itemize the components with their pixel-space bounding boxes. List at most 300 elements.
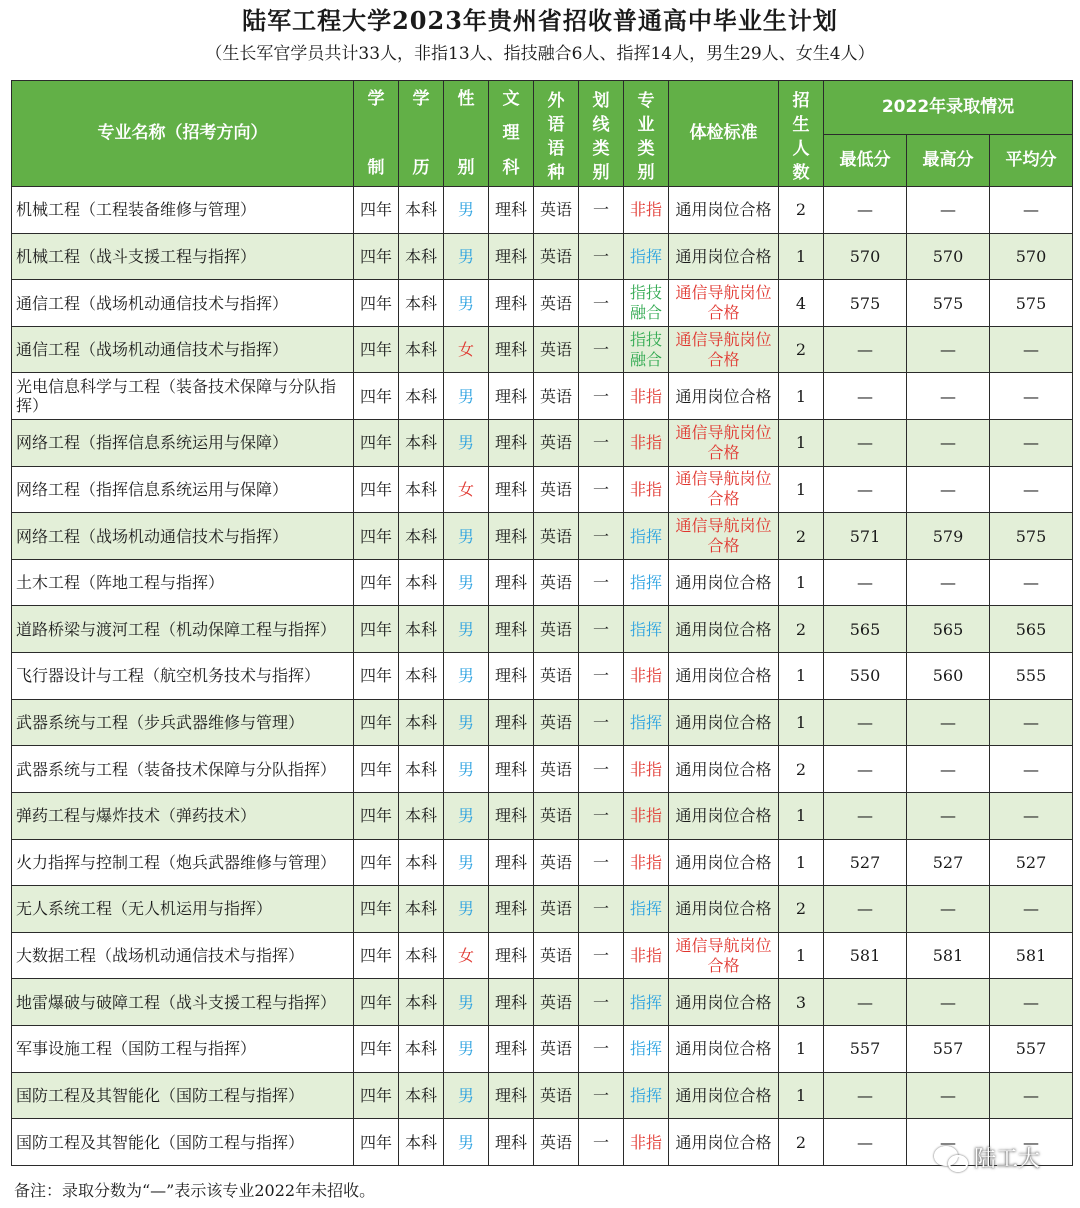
line-category-cell: 一: [579, 792, 624, 839]
duration-cell: 四年: [354, 746, 399, 793]
line-category-cell: 一: [579, 513, 624, 560]
subject-cell: 理科: [489, 187, 534, 234]
max-score-cell: —: [907, 746, 990, 793]
line-category-cell: 一: [579, 746, 624, 793]
health-standard-cell: 通用岗位合格: [669, 373, 779, 420]
language-cell: 英语: [534, 559, 579, 606]
degree-cell: 本科: [399, 1025, 444, 1072]
language-cell: 英语: [534, 326, 579, 373]
duration-cell: 四年: [354, 1072, 399, 1119]
min-score-cell: —: [824, 466, 907, 513]
duration-cell: 四年: [354, 513, 399, 560]
subject-cell: 理科: [489, 792, 534, 839]
line-category-cell: 一: [579, 466, 624, 513]
max-score-cell: 570: [907, 233, 990, 280]
health-standard-cell: 通用岗位合格: [669, 1072, 779, 1119]
major-type-cell: 指挥: [624, 886, 669, 933]
health-standard-cell: 通用岗位合格: [669, 233, 779, 280]
gender-cell: 男: [444, 1119, 489, 1166]
table-row: [12, 653, 1073, 700]
gender-cell: 男: [444, 233, 489, 280]
max-score-cell: —: [907, 792, 990, 839]
avg-score-cell: 565: [990, 606, 1073, 653]
language-cell: 英语: [534, 373, 579, 420]
major-type-cell: 指挥: [624, 1025, 669, 1072]
major-name-cell: 通信工程（战场机动通信技术与指挥）: [12, 280, 354, 327]
degree-cell: 本科: [399, 466, 444, 513]
table-row: [12, 513, 1073, 560]
avg-score-cell: —: [990, 1072, 1073, 1119]
header-xuezhi: 学 制: [354, 81, 399, 187]
duration-cell: 四年: [354, 187, 399, 234]
subject-cell: 理科: [489, 559, 534, 606]
health-standard-cell: 通用岗位合格: [669, 792, 779, 839]
min-score-cell: —: [824, 746, 907, 793]
max-score-cell: —: [907, 373, 990, 420]
line-category-cell: 一: [579, 233, 624, 280]
table-row: [12, 792, 1073, 839]
watermark-text: 陆工大: [973, 1147, 1040, 1172]
gender-cell: 男: [444, 746, 489, 793]
table-row: [12, 1025, 1073, 1072]
major-type-cell: 非指: [624, 746, 669, 793]
enrollment-count-cell: 1: [779, 1025, 824, 1072]
avg-score-cell: 581: [990, 932, 1073, 979]
subject-cell: 理科: [489, 1072, 534, 1119]
line-category-cell: 一: [579, 373, 624, 420]
subject-cell: 理科: [489, 839, 534, 886]
health-standard-cell: 通信导航岗位合格: [669, 932, 779, 979]
avg-score-cell: 570: [990, 233, 1073, 280]
subject-cell: 理科: [489, 1119, 534, 1166]
min-score-cell: —: [824, 792, 907, 839]
max-score-cell: 579: [907, 513, 990, 560]
min-score-cell: —: [824, 559, 907, 606]
enrollment-count-cell: 1: [779, 653, 824, 700]
health-standard-cell: 通信导航岗位合格: [669, 326, 779, 373]
language-cell: 英语: [534, 839, 579, 886]
degree-cell: 本科: [399, 187, 444, 234]
avg-score-cell: 557: [990, 1025, 1073, 1072]
enrollment-count-cell: 1: [779, 559, 824, 606]
degree-cell: 本科: [399, 280, 444, 327]
major-name-cell: 武器系统与工程（装备技术保障与分队指挥）: [12, 746, 354, 793]
min-score-cell: 571: [824, 513, 907, 560]
max-score-cell: —: [907, 699, 990, 746]
duration-cell: 四年: [354, 1025, 399, 1072]
enrollment-count-cell: 1: [779, 373, 824, 420]
major-type-cell: 指挥: [624, 979, 669, 1026]
major-name-cell: 国防工程及其智能化（国防工程与指挥）: [12, 1072, 354, 1119]
major-name-cell: 地雷爆破与破障工程（战斗支援工程与指挥）: [12, 979, 354, 1026]
min-score-cell: 575: [824, 280, 907, 327]
table-row: [12, 373, 1073, 420]
gender-cell: 男: [444, 1025, 489, 1072]
major-type-cell: 非指: [624, 466, 669, 513]
max-score-cell: —: [907, 979, 990, 1026]
language-cell: 英语: [534, 280, 579, 327]
major-type-cell: 指挥: [624, 606, 669, 653]
header-tijian: 体检标准: [669, 81, 779, 187]
min-score-cell: —: [824, 187, 907, 234]
health-standard-cell: 通信导航岗位合格: [669, 466, 779, 513]
header-luqu: 2022年录取情况: [824, 81, 1073, 135]
min-score-cell: —: [824, 979, 907, 1026]
max-score-cell: —: [907, 1072, 990, 1119]
line-category-cell: 一: [579, 932, 624, 979]
health-standard-cell: 通用岗位合格: [669, 1119, 779, 1166]
degree-cell: 本科: [399, 886, 444, 933]
gender-cell: 男: [444, 513, 489, 560]
subject-cell: 理科: [489, 653, 534, 700]
avg-score-cell: —: [990, 466, 1073, 513]
duration-cell: 四年: [354, 559, 399, 606]
gender-cell: 男: [444, 792, 489, 839]
major-type-cell: 非指: [624, 373, 669, 420]
duration-cell: 四年: [354, 932, 399, 979]
avg-score-cell: —: [990, 559, 1073, 606]
major-name-cell: 无人系统工程（无人机运用与指挥）: [12, 886, 354, 933]
min-score-cell: 550: [824, 653, 907, 700]
enrollment-count-cell: 2: [779, 1119, 824, 1166]
max-score-cell: 575: [907, 280, 990, 327]
major-type-cell: 指挥: [624, 559, 669, 606]
subject-cell: 理科: [489, 280, 534, 327]
line-category-cell: 一: [579, 886, 624, 933]
header-huaxian: 划 线 类 别: [579, 81, 624, 187]
major-type-cell: 非指: [624, 839, 669, 886]
degree-cell: 本科: [399, 1119, 444, 1166]
major-type-cell: 非指: [624, 1119, 669, 1166]
line-category-cell: 一: [579, 187, 624, 234]
duration-cell: 四年: [354, 979, 399, 1026]
avg-score-cell: —: [990, 373, 1073, 420]
header-max-score: 最高分: [907, 135, 990, 187]
min-score-cell: 557: [824, 1025, 907, 1072]
max-score-cell: 560: [907, 653, 990, 700]
major-name-cell: 火力指挥与控制工程（炮兵武器维修与管理）: [12, 839, 354, 886]
subject-cell: 理科: [489, 233, 534, 280]
language-cell: 英语: [534, 420, 579, 467]
major-type-cell: 指挥: [624, 699, 669, 746]
min-score-cell: —: [824, 420, 907, 467]
avg-score-cell: —: [990, 979, 1073, 1026]
enrollment-count-cell: 2: [779, 326, 824, 373]
subject-cell: 理科: [489, 326, 534, 373]
major-name-cell: 光电信息科学与工程（装备技术保障与分队指挥）: [12, 373, 354, 420]
header-xueli: 学 历: [399, 81, 444, 187]
major-name-cell: 飞行器设计与工程（航空机务技术与指挥）: [12, 653, 354, 700]
degree-cell: 本科: [399, 373, 444, 420]
line-category-cell: 一: [579, 699, 624, 746]
subject-cell: 理科: [489, 513, 534, 560]
health-standard-cell: 通信导航岗位合格: [669, 513, 779, 560]
gender-cell: 男: [444, 280, 489, 327]
line-category-cell: 一: [579, 653, 624, 700]
health-standard-cell: 通用岗位合格: [669, 559, 779, 606]
gender-cell: 男: [444, 559, 489, 606]
enrollment-count-cell: 1: [779, 466, 824, 513]
line-category-cell: 一: [579, 1119, 624, 1166]
header-min-score: 最低分: [824, 135, 907, 187]
language-cell: 英语: [534, 932, 579, 979]
table-row: [12, 420, 1073, 467]
min-score-cell: 565: [824, 606, 907, 653]
enrollment-count-cell: 2: [779, 886, 824, 933]
degree-cell: 本科: [399, 653, 444, 700]
enrollment-count-cell: 1: [779, 420, 824, 467]
gender-cell: 男: [444, 979, 489, 1026]
subject-cell: 理科: [489, 1025, 534, 1072]
degree-cell: 本科: [399, 979, 444, 1026]
enrollment-count-cell: 4: [779, 280, 824, 327]
min-score-cell: —: [824, 699, 907, 746]
line-category-cell: 一: [579, 1072, 624, 1119]
health-standard-cell: 通信导航岗位合格: [669, 420, 779, 467]
enrollment-count-cell: 3: [779, 979, 824, 1026]
subject-cell: 理科: [489, 699, 534, 746]
major-type-cell: 指挥: [624, 513, 669, 560]
max-score-cell: —: [907, 1119, 990, 1166]
min-score-cell: 527: [824, 839, 907, 886]
max-score-cell: —: [907, 187, 990, 234]
major-type-cell: 指挥: [624, 233, 669, 280]
duration-cell: 四年: [354, 1119, 399, 1166]
max-score-cell: 527: [907, 839, 990, 886]
avg-score-cell: —: [990, 746, 1073, 793]
degree-cell: 本科: [399, 559, 444, 606]
duration-cell: 四年: [354, 280, 399, 327]
avg-score-cell: —: [990, 699, 1073, 746]
table-row: [12, 466, 1073, 513]
table-row: [12, 932, 1073, 979]
degree-cell: 本科: [399, 326, 444, 373]
max-score-cell: —: [907, 326, 990, 373]
gender-cell: 男: [444, 886, 489, 933]
table-row: [12, 1119, 1073, 1166]
enrollment-count-cell: 1: [779, 839, 824, 886]
subject-cell: 理科: [489, 746, 534, 793]
duration-cell: 四年: [354, 233, 399, 280]
avg-score-cell: —: [990, 1119, 1073, 1166]
max-score-cell: —: [907, 886, 990, 933]
enrollment-count-cell: 2: [779, 746, 824, 793]
gender-cell: 女: [444, 326, 489, 373]
major-name-cell: 军事设施工程（国防工程与指挥）: [12, 1025, 354, 1072]
major-name-cell: 弹药工程与爆炸技术（弹药技术）: [12, 792, 354, 839]
major-type-cell: 指技融合: [624, 280, 669, 327]
major-type-cell: 非指: [624, 420, 669, 467]
table-row: [12, 559, 1073, 606]
language-cell: 英语: [534, 606, 579, 653]
language-cell: 英语: [534, 466, 579, 513]
major-name-cell: 大数据工程（战场机动通信技术与指挥）: [12, 932, 354, 979]
language-cell: 英语: [534, 1025, 579, 1072]
line-category-cell: 一: [579, 280, 624, 327]
header-avg-score: 平均分: [990, 135, 1073, 187]
degree-cell: 本科: [399, 1072, 444, 1119]
language-cell: 英语: [534, 1119, 579, 1166]
table-row: [12, 886, 1073, 933]
major-name-cell: 武器系统与工程（步兵武器维修与管理）: [12, 699, 354, 746]
max-score-cell: —: [907, 420, 990, 467]
enrollment-count-cell: 1: [779, 1072, 824, 1119]
duration-cell: 四年: [354, 699, 399, 746]
language-cell: 英语: [534, 746, 579, 793]
line-category-cell: 一: [579, 606, 624, 653]
duration-cell: 四年: [354, 839, 399, 886]
gender-cell: 女: [444, 932, 489, 979]
gender-cell: 女: [444, 466, 489, 513]
subject-cell: 理科: [489, 373, 534, 420]
subject-cell: 理科: [489, 886, 534, 933]
major-name-cell: 机械工程（战斗支援工程与指挥）: [12, 233, 354, 280]
degree-cell: 本科: [399, 932, 444, 979]
header-xingbie: 性 别: [444, 81, 489, 187]
enrollment-count-cell: 2: [779, 187, 824, 234]
major-type-cell: 非指: [624, 792, 669, 839]
duration-cell: 四年: [354, 420, 399, 467]
health-standard-cell: 通用岗位合格: [669, 187, 779, 234]
language-cell: 英语: [534, 513, 579, 560]
duration-cell: 四年: [354, 792, 399, 839]
major-name-cell: 通信工程（战场机动通信技术与指挥）: [12, 326, 354, 373]
avg-score-cell: —: [990, 326, 1073, 373]
table-row: [12, 699, 1073, 746]
degree-cell: 本科: [399, 513, 444, 560]
table-row: [12, 326, 1073, 373]
wechat-icon: [934, 1146, 968, 1170]
footnote: 备注：录取分数为“—”表示该专业2022年未招收。: [14, 1181, 376, 1200]
degree-cell: 本科: [399, 699, 444, 746]
language-cell: 英语: [534, 979, 579, 1026]
language-cell: 英语: [534, 792, 579, 839]
language-cell: 英语: [534, 1072, 579, 1119]
avg-score-cell: 555: [990, 653, 1073, 700]
table-body: [12, 187, 1073, 1166]
major-name-cell: 机械工程（工程装备维修与管理）: [12, 187, 354, 234]
language-cell: 英语: [534, 699, 579, 746]
major-type-cell: 非指: [624, 932, 669, 979]
health-standard-cell: 通用岗位合格: [669, 746, 779, 793]
header-name: 专业名称（招考方向）: [12, 81, 354, 187]
table-row: [12, 187, 1073, 234]
avg-score-cell: 575: [990, 280, 1073, 327]
gender-cell: 男: [444, 1072, 489, 1119]
header-waiyu: 外 语 语 种: [534, 81, 579, 187]
admission-plan-table: [11, 80, 1073, 1166]
min-score-cell: —: [824, 886, 907, 933]
duration-cell: 四年: [354, 373, 399, 420]
health-standard-cell: 通用岗位合格: [669, 699, 779, 746]
health-standard-cell: 通用岗位合格: [669, 839, 779, 886]
major-type-cell: 非指: [624, 653, 669, 700]
avg-score-cell: —: [990, 420, 1073, 467]
duration-cell: 四年: [354, 653, 399, 700]
min-score-cell: —: [824, 1072, 907, 1119]
avg-score-cell: —: [990, 187, 1073, 234]
duration-cell: 四年: [354, 466, 399, 513]
max-score-cell: 557: [907, 1025, 990, 1072]
major-type-cell: 非指: [624, 187, 669, 234]
degree-cell: 本科: [399, 233, 444, 280]
gender-cell: 男: [444, 373, 489, 420]
health-standard-cell: 通用岗位合格: [669, 606, 779, 653]
table-row: [12, 1072, 1073, 1119]
line-category-cell: 一: [579, 559, 624, 606]
subject-cell: 理科: [489, 606, 534, 653]
avg-score-cell: 575: [990, 513, 1073, 560]
max-score-cell: —: [907, 466, 990, 513]
line-category-cell: 一: [579, 839, 624, 886]
header-zhaosheng: 招 生 人 数: [779, 81, 824, 187]
table-row: [12, 979, 1073, 1026]
major-name-cell: 网络工程（战场机动通信技术与指挥）: [12, 513, 354, 560]
table-header: [12, 81, 1073, 187]
degree-cell: 本科: [399, 606, 444, 653]
subject-cell: 理科: [489, 420, 534, 467]
min-score-cell: —: [824, 326, 907, 373]
major-type-cell: 指挥: [624, 1072, 669, 1119]
max-score-cell: 565: [907, 606, 990, 653]
language-cell: 英语: [534, 886, 579, 933]
min-score-cell: —: [824, 1119, 907, 1166]
header-zhuanye: 专 业 类 别: [624, 81, 669, 187]
degree-cell: 本科: [399, 420, 444, 467]
table-row: [12, 233, 1073, 280]
duration-cell: 四年: [354, 886, 399, 933]
watermark: [934, 1142, 1040, 1173]
page-subtitle: （生长军官学员共计33人，非指13人、指技融合6人、指挥14人，男生29人、女生4人）: [205, 44, 875, 64]
major-name-cell: 网络工程（指挥信息系统运用与保障）: [12, 466, 354, 513]
enrollment-count-cell: 1: [779, 932, 824, 979]
table-row: [12, 839, 1073, 886]
duration-cell: 四年: [354, 326, 399, 373]
enrollment-count-cell: 2: [779, 606, 824, 653]
major-name-cell: 网络工程（指挥信息系统运用与保障）: [12, 420, 354, 467]
table-row: [12, 746, 1073, 793]
health-standard-cell: 通信导航岗位合格: [669, 280, 779, 327]
line-category-cell: 一: [579, 420, 624, 467]
enrollment-count-cell: 1: [779, 792, 824, 839]
enrollment-count-cell: 2: [779, 513, 824, 560]
min-score-cell: 570: [824, 233, 907, 280]
health-standard-cell: 通用岗位合格: [669, 653, 779, 700]
gender-cell: 男: [444, 699, 489, 746]
header-wenli: 文 理 科: [489, 81, 534, 187]
duration-cell: 四年: [354, 606, 399, 653]
degree-cell: 本科: [399, 792, 444, 839]
gender-cell: 男: [444, 187, 489, 234]
language-cell: 英语: [534, 653, 579, 700]
line-category-cell: 一: [579, 326, 624, 373]
health-standard-cell: 通用岗位合格: [669, 1025, 779, 1072]
subject-cell: 理科: [489, 932, 534, 979]
avg-score-cell: —: [990, 886, 1073, 933]
health-standard-cell: 通用岗位合格: [669, 886, 779, 933]
line-category-cell: 一: [579, 979, 624, 1026]
max-score-cell: 581: [907, 932, 990, 979]
max-score-cell: —: [907, 559, 990, 606]
subject-cell: 理科: [489, 979, 534, 1026]
degree-cell: 本科: [399, 746, 444, 793]
major-type-cell: 指技融合: [624, 326, 669, 373]
min-score-cell: 581: [824, 932, 907, 979]
major-name-cell: 土木工程（阵地工程与指挥）: [12, 559, 354, 606]
language-cell: 英语: [534, 233, 579, 280]
subject-cell: 理科: [489, 466, 534, 513]
health-standard-cell: 通用岗位合格: [669, 979, 779, 1026]
